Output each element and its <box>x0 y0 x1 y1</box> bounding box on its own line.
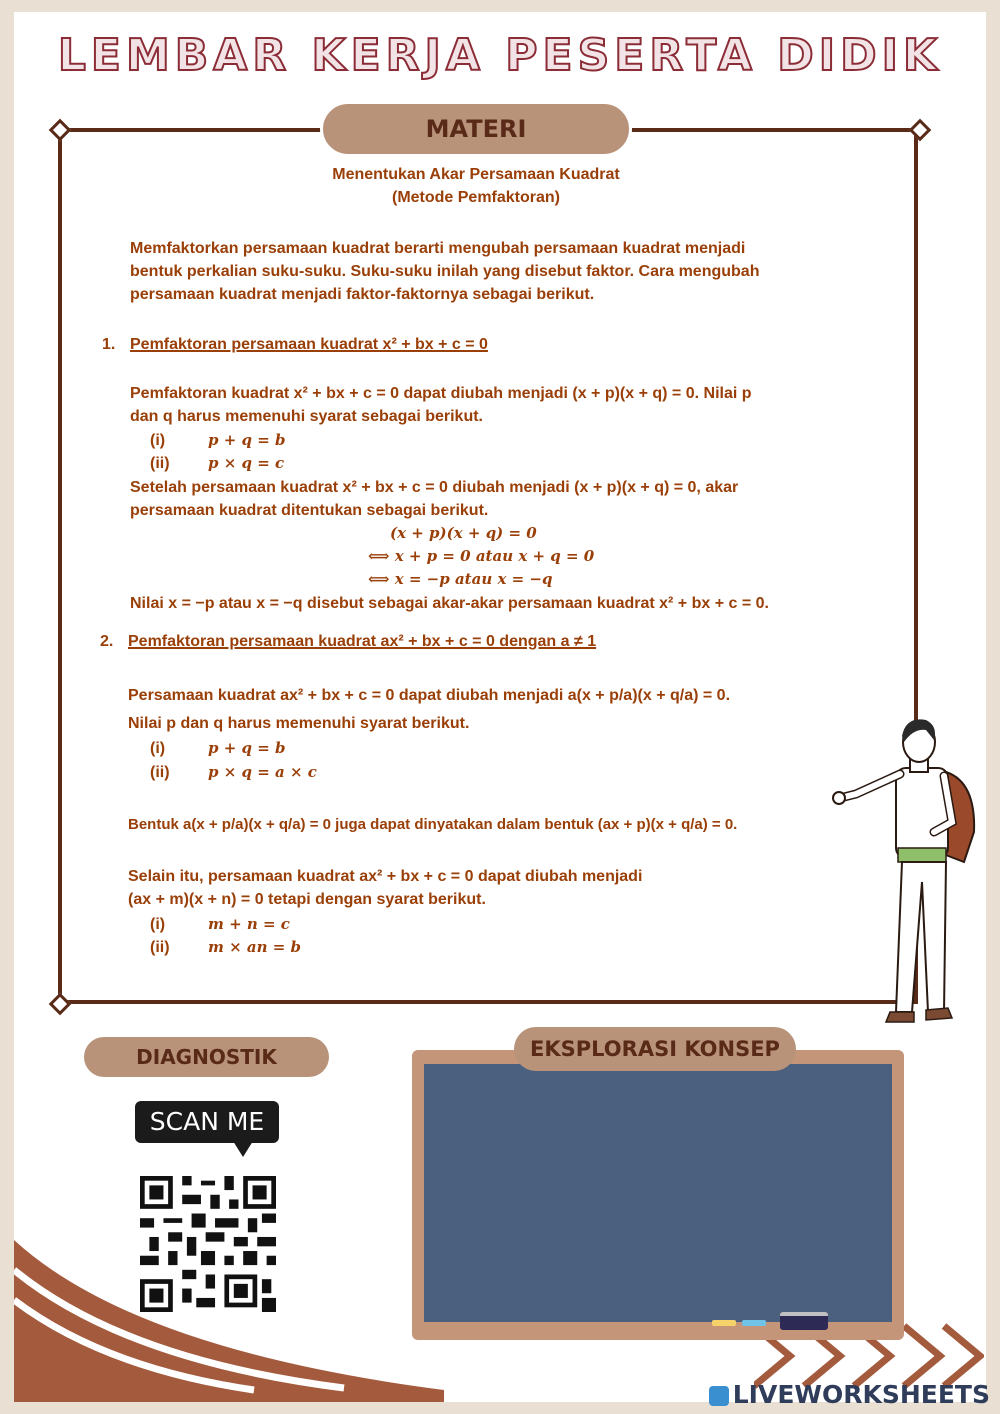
equation-line: ⟺ x = −p atau x = −q <box>368 570 553 588</box>
section-2-text-c: Bentuk a(x + p/a)(x + q/a) = 0 juga dapat dinyatakan dalam bentuk (ax + p)(x + q/a) = 0. <box>128 816 738 833</box>
brand-text: LIVEWORKSHEETS <box>732 1380 990 1409</box>
section-1-conclusion: Nilai x = −p atau x = −q disebut sebagai akar-akar persamaan kuadrat x² + bx + c = 0. <box>130 595 769 612</box>
decorative-stripes <box>14 1230 444 1402</box>
condition-label: (ii) <box>150 764 170 781</box>
liveworksheets-logo <box>709 1380 990 1409</box>
liveworksheets-icon <box>709 1386 729 1406</box>
diagnostik-label: DIAGNOSTIK <box>84 1037 329 1077</box>
student-illustration <box>826 712 986 1028</box>
condition-formula: p + q = b <box>208 739 286 757</box>
equation-line: ⟺ x + p = 0 atau x + q = 0 <box>368 547 595 565</box>
section-1-text-b <box>130 476 860 522</box>
text-line: persamaan kuadrat ditentukan sebagai berikut. <box>130 502 489 519</box>
section-2-text-b: Nilai p dan q harus memenuhi syarat berikut. <box>128 715 470 732</box>
condition-formula: p × q = c <box>208 454 285 472</box>
section-1-number: 1. <box>102 336 116 353</box>
condition-formula: m × an = b <box>208 938 302 956</box>
condition-label: (ii) <box>150 939 170 956</box>
condition-row <box>150 429 286 452</box>
condition-label: (i) <box>150 740 166 757</box>
condition-row <box>150 452 284 475</box>
text-line: (ax + m)(x + n) = 0 tetapi dengan syarat berikut. <box>128 891 486 908</box>
scan-me-badge: SCAN ME <box>135 1101 279 1143</box>
materi-label: MATERI <box>320 101 632 157</box>
eraser-icon <box>780 1312 828 1330</box>
section-2-number: 2. <box>100 633 114 650</box>
page-title: LEMBAR KERJA PESERTA DIDIK <box>57 30 943 81</box>
materi-heading-line2: (Metode Pemfaktoran) <box>391 189 561 206</box>
text-line: Setelah persamaan kuadrat x² + bx + c = 0 diubah menjadi (x + p)(x + q) = 0, akar <box>130 479 739 496</box>
condition-label: (i) <box>150 432 166 449</box>
intro-line: bentuk perkalian suku-suku. Suku-suku inilah yang disebut faktor. Cara mengubah <box>130 263 760 280</box>
condition-row <box>150 761 317 784</box>
materi-heading-line1: Menentukan Akar Persamaan Kuadrat <box>332 166 620 183</box>
text-line: Pemfaktoran kuadrat x² + bx + c = 0 dapat diubah menjadi (x + p)(x + q) = 0. Nilai p <box>130 385 752 402</box>
text-line: dan q harus memenuhi syarat sebagai berikut. <box>130 408 483 425</box>
chalk-yellow-icon <box>712 1320 736 1326</box>
chalkboard-surface[interactable] <box>424 1064 892 1322</box>
section-1-text-a <box>130 382 860 428</box>
condition-formula: p + q = b <box>208 431 286 449</box>
intro-paragraph <box>130 237 826 306</box>
section-2-title: Pemfaktoran persamaan kuadrat ax² + bx + c = 0 dengan a ≠ 1 <box>128 633 597 650</box>
intro-line: persamaan kuadrat menjadi faktor-faktornya sebagai berikut. <box>130 286 595 303</box>
section-2-text-a: Persamaan kuadrat ax² + bx + c = 0 dapat diubah menjadi a(x + p/a)(x + q/a) = 0. <box>128 687 731 704</box>
text-line: Selain itu, persamaan kuadrat ax² + bx + c = 0 dapat diubah menjadi <box>128 868 643 885</box>
intro-line: Memfaktorkan persamaan kuadrat berarti mengubah persamaan kuadrat menjadi <box>130 240 746 257</box>
section-2-text-d <box>128 865 748 911</box>
condition-label: (ii) <box>150 455 170 472</box>
materi-heading <box>250 163 702 209</box>
condition-formula: m + n = c <box>208 915 290 933</box>
condition-row <box>150 936 301 959</box>
equation-line: (x + p)(x + q) = 0 <box>390 524 537 542</box>
condition-row <box>150 913 290 936</box>
condition-label: (i) <box>150 916 166 933</box>
chalk-blue-icon <box>742 1320 766 1326</box>
eksplorasi-label: EKSPLORASI KONSEP <box>514 1027 796 1071</box>
section-1-title: Pemfaktoran persamaan kuadrat x² + bx + c = 0 <box>130 336 488 353</box>
condition-row <box>150 737 286 760</box>
chalkboard[interactable] <box>412 1050 904 1340</box>
condition-formula: p × q = a × c <box>208 763 317 781</box>
